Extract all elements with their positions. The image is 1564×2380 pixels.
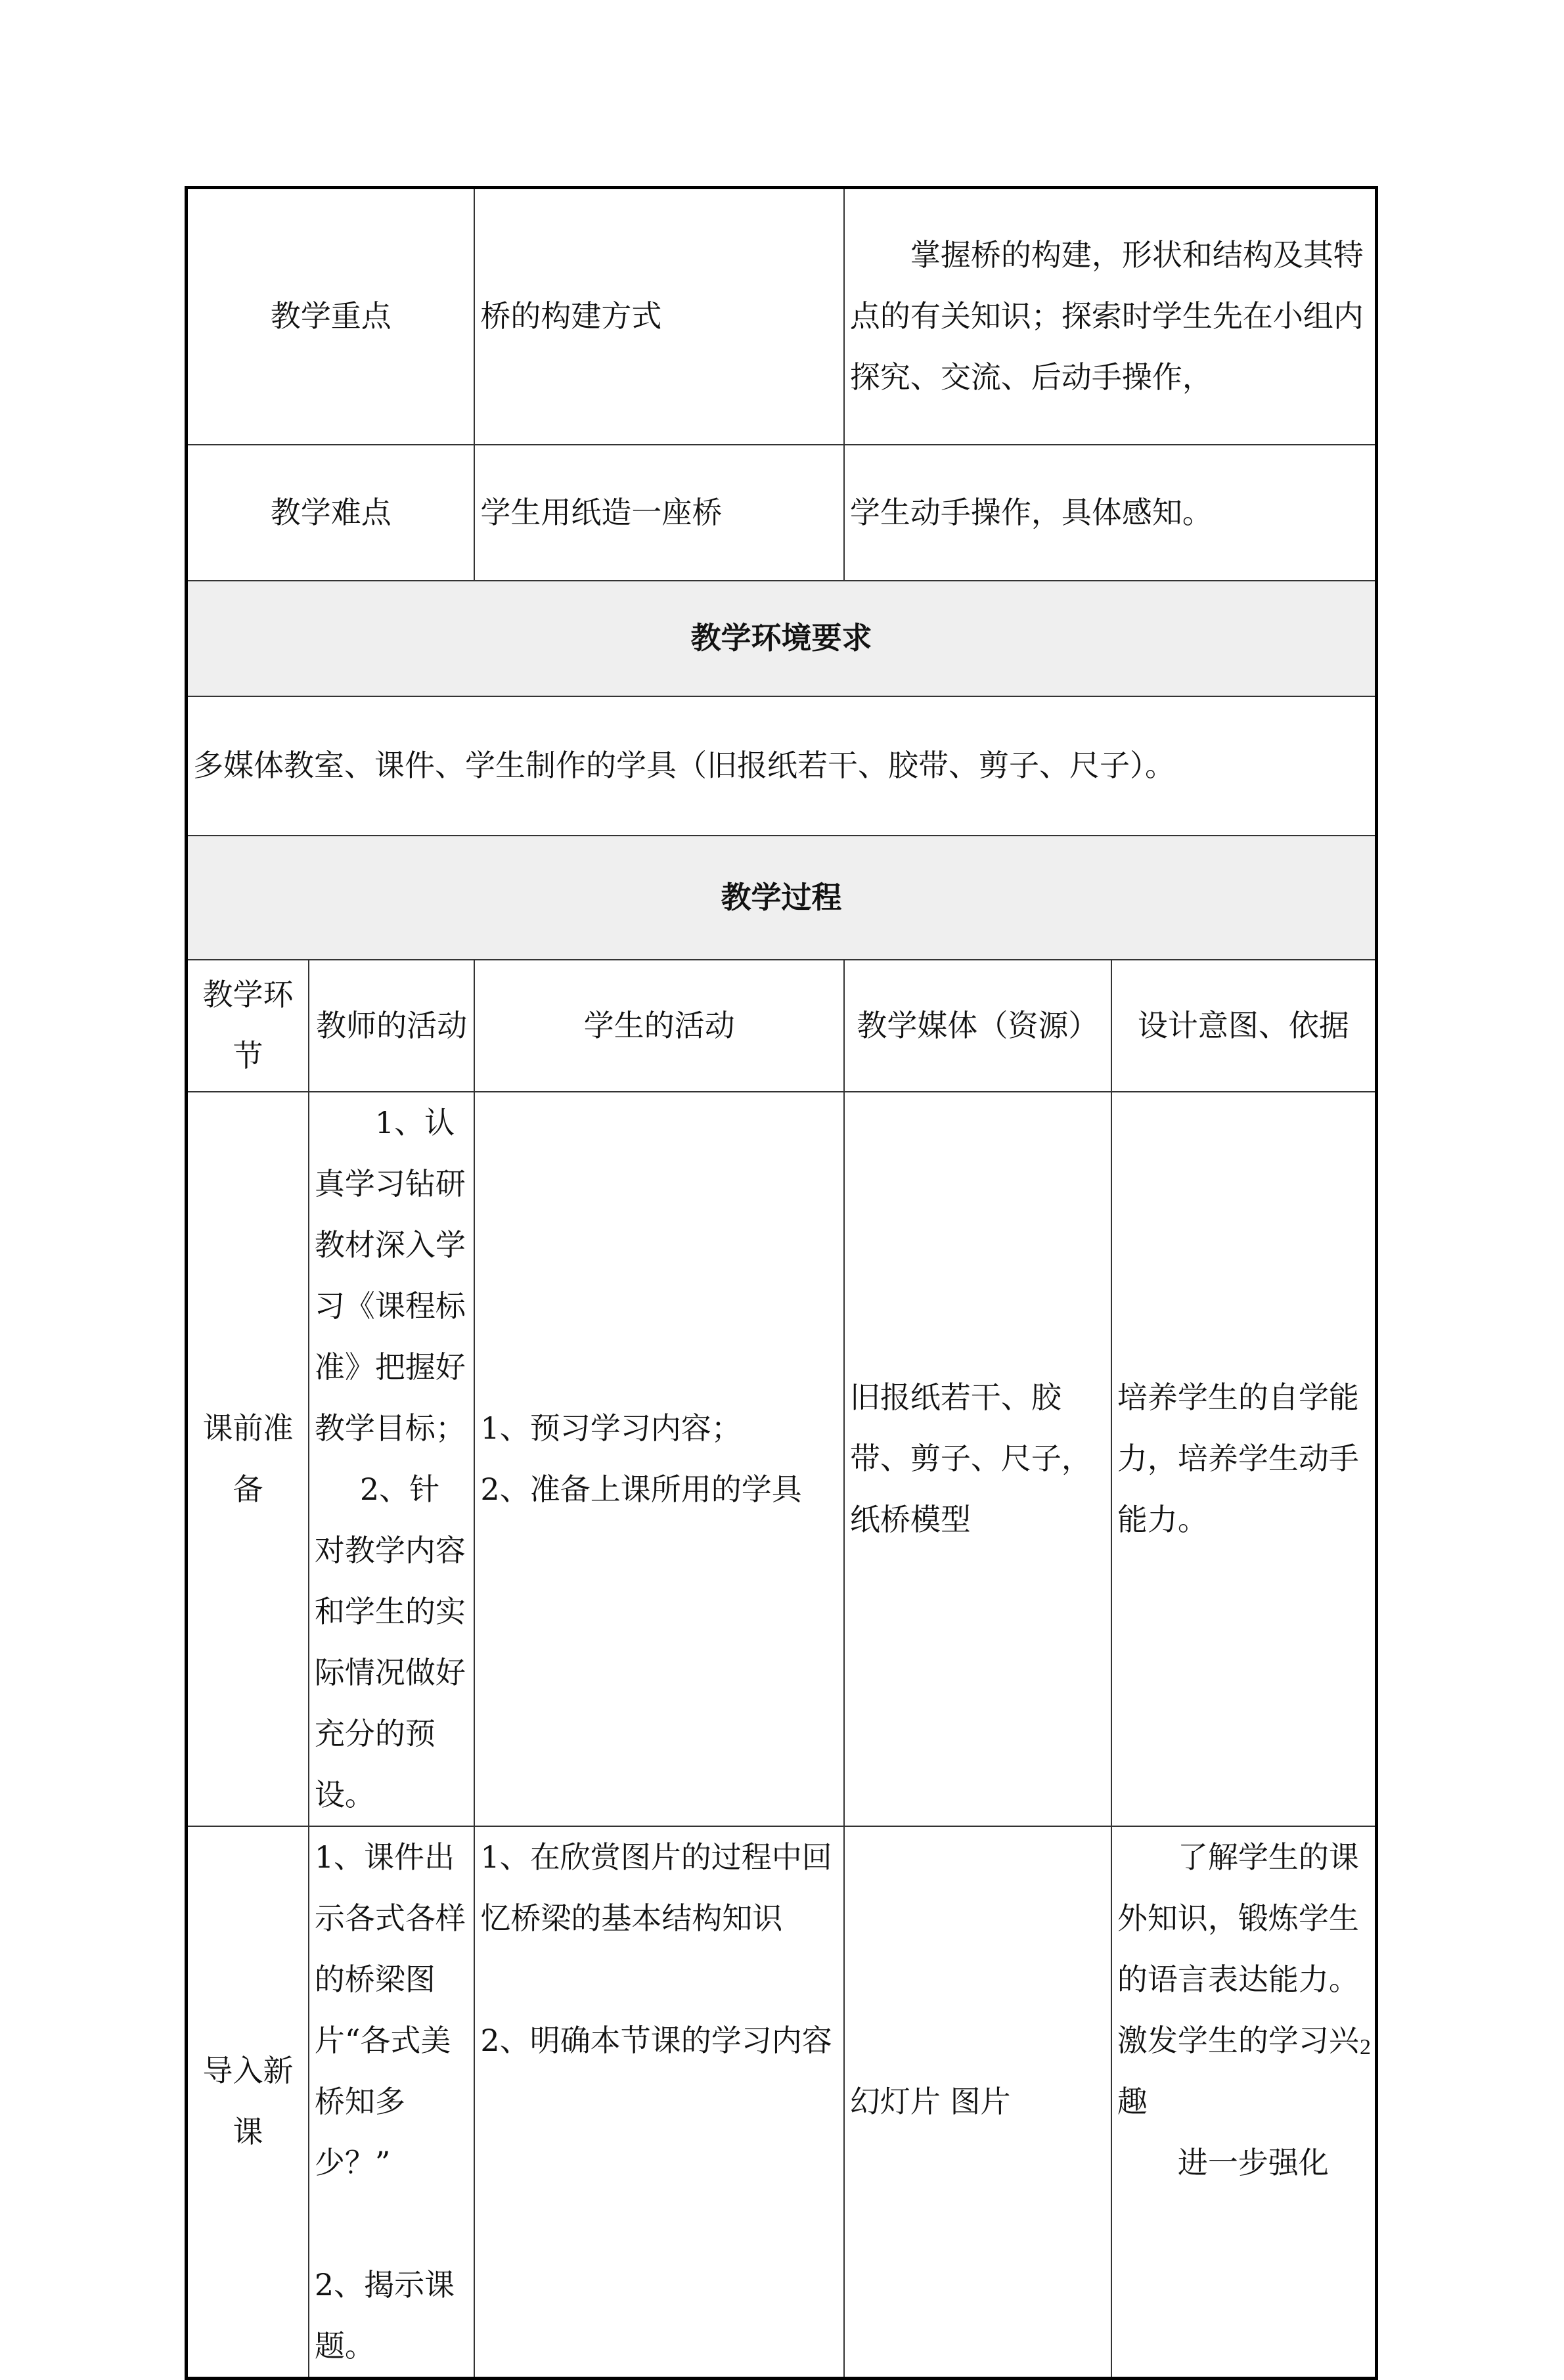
student-activity-cell: [474, 1826, 843, 2379]
media-cell: 旧报纸若干、胶带、剪子、尺子，纸桥模型: [844, 1092, 1111, 1826]
intent-cell: [1111, 1826, 1377, 2379]
student-activity-item: 1、预习学习内容；: [480, 1410, 742, 1446]
teacher-activity-item: 1、认真学习钻研教材深入学习《课程标准》把握好教学目标；: [314, 1104, 466, 1446]
table-row: [187, 1092, 1377, 1826]
process-header-row: [187, 960, 1377, 1092]
difficulty-label: 教学难点: [187, 445, 475, 581]
column-header-intent: 设计意图、依据: [1111, 960, 1377, 1092]
key-points-content: 桥的构建方式: [474, 188, 843, 445]
student-activity-item: 2、准备上课所用的学具: [480, 1471, 802, 1507]
process-heading: 教学过程: [187, 836, 1377, 960]
stage-cell: 导入新课: [187, 1826, 309, 2379]
difficulty-row: [187, 445, 1377, 581]
intent-item: 培养学生的自学能力，培养学生动手能力。: [1117, 1380, 1359, 1537]
environment-content-row: [187, 696, 1377, 836]
difficulty-description: 学生动手操作，具体感知。: [844, 445, 1377, 581]
key-points-row: [187, 188, 1377, 445]
teacher-activity-cell: [309, 1826, 475, 2379]
column-header-teacher: 教师的活动: [309, 960, 475, 1092]
student-activity-item: 1、在欣赏图片的过程中回忆桥梁的基本结构知识: [480, 1839, 832, 1936]
column-header-student: 学生的活动: [474, 960, 843, 1092]
key-points-description: 掌握桥的构建，形状和结构及其特点的有关知识；探索时学生先在小组内探究、交流、后动手操作，: [844, 188, 1377, 445]
student-activity-cell: [474, 1092, 843, 1826]
column-header-media: 教学媒体（资源）: [844, 960, 1111, 1092]
table-row: [187, 1826, 1377, 2379]
teacher-activity-item: 1、课件出示各式各样的桥梁图片“各式美桥知多少？”: [314, 1839, 466, 2180]
difficulty-content: 学生用纸造一座桥: [474, 445, 843, 581]
intent-item: 了解学生的课外知识，锻炼学生的语言表达能力。激发学生的学习兴趣: [1117, 1839, 1359, 2119]
teacher-activity-cell: [309, 1092, 475, 1826]
intent-cell: [1111, 1092, 1377, 1826]
environment-heading-row: [187, 581, 1377, 696]
stage-cell: 课前准备: [187, 1092, 309, 1826]
page-number: 2: [1360, 2035, 1371, 2059]
student-activity-item: 2、明确本节课的学习内容: [480, 2022, 832, 2058]
key-points-label: 教学重点: [187, 188, 475, 445]
lesson-plan-table: [185, 186, 1378, 2380]
intent-item: 进一步强化: [1177, 2144, 1329, 2180]
teacher-activity-item: 2、揭示课题。: [314, 2266, 455, 2364]
teacher-activity-item: 2、针对教学内容和学生的实际情况做好充分的预设。: [314, 1471, 466, 1812]
environment-content: 多媒体教室、课件、学生制作的学具（旧报纸若干、胶带、剪子、尺子）。: [187, 696, 1377, 836]
column-header-stage: 教学环节: [187, 960, 309, 1092]
media-cell: 幻灯片 图片: [844, 1826, 1111, 2379]
environment-heading: 教学环境要求: [187, 581, 1377, 696]
process-heading-row: [187, 836, 1377, 960]
